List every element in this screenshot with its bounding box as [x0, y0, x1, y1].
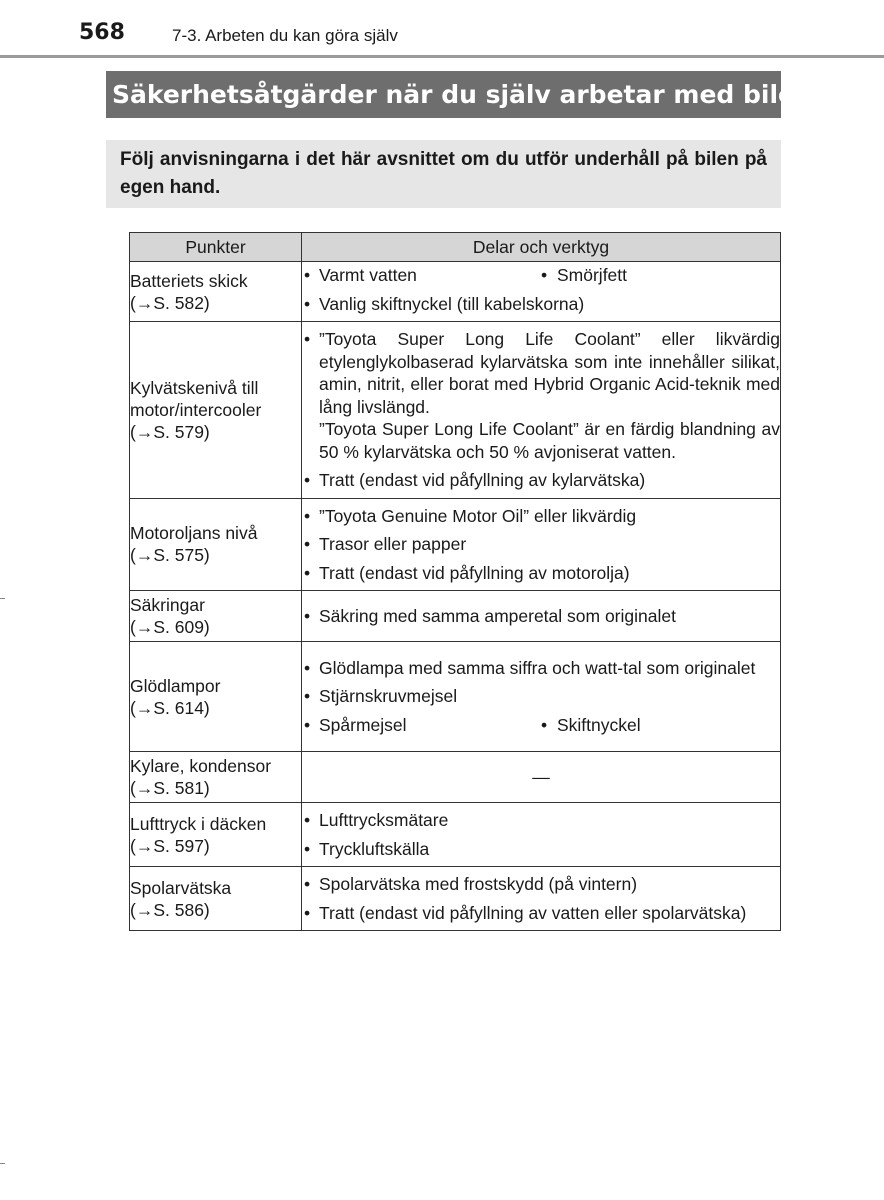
table-row [130, 322, 781, 499]
table-row [130, 803, 781, 867]
tools-cell [302, 803, 781, 867]
section-label: 7-3. Arbeten du kan göra själv [172, 26, 398, 45]
tool-note: ”Toyota Super Long Life Coolant” är en färdig blandning av 50 % kylarvätska och 50 % avjoniserat vatten. [319, 419, 780, 462]
page-title: Säkerhetsåtgärder när du själv arbetar med bilen [106, 71, 781, 118]
table-row [130, 642, 781, 752]
item-name: Batteriets skick [130, 270, 248, 291]
page-number: 568 [79, 20, 125, 45]
table-row [130, 591, 781, 642]
list-item: • Tratt (endast vid påfyllning av vatten eller spolarvätska) [302, 902, 780, 925]
page-reference: (→S. 614) [130, 697, 210, 718]
tool-text: • Skiftnyckel [541, 714, 641, 737]
tool-text: ”Toyota Super Long Life Coolant” eller likvärdig etylenglykolbaserad kylarvätska som inte innehåller silikat, amin, nitrit, eller borat med Hybrid Organic Acid-teknik med lång livslängd. [319, 329, 780, 417]
item-cell [130, 642, 302, 752]
item-name: Spolarvätska [130, 877, 232, 898]
header-rule [0, 55, 884, 58]
list-item: • Spolarvätska med frostskydd (på vintern) [302, 873, 780, 896]
page-reference: (→S. 581) [130, 778, 210, 798]
tools-cell [302, 322, 781, 499]
tools-cell [302, 642, 781, 752]
item-name: Kylare, kondensor [130, 756, 272, 776]
item-cell [130, 591, 302, 642]
item-cell [130, 752, 302, 803]
item-name: Motoroljans nivå [130, 523, 258, 544]
list-item: • Säkring med samma amperetal som originalet [302, 605, 780, 628]
table-header-row [130, 233, 781, 262]
empty-tools-dash: — [302, 752, 781, 803]
item-cell [130, 803, 302, 867]
tools-cell [302, 867, 781, 931]
list-item: • Trasor eller papper [302, 533, 780, 556]
table-row [130, 498, 781, 591]
tool-text: • Spårmejsel [319, 714, 407, 735]
page-reference: (→S. 597) [130, 835, 210, 856]
column-header-tools: Delar och verktyg [302, 233, 781, 262]
list-item: • Tratt (endast vid påfyllning av kylarvätska) [302, 469, 780, 492]
item-name: motor/intercooler [130, 399, 262, 420]
page-reference: (→S. 582) [130, 292, 210, 313]
margin-tick [0, 1163, 5, 1164]
list-item: • Tryckluftskälla [302, 838, 780, 861]
tool-text: • Smörjfett [541, 264, 627, 287]
item-name: Glödlampor [130, 675, 221, 696]
tool-text: • Varmt vatten [319, 265, 417, 285]
tools-cell [302, 262, 781, 322]
item-cell [130, 867, 302, 931]
table-row [130, 262, 781, 322]
list-item: • Tratt (endast vid påfyllning av motorolja) [302, 562, 780, 585]
tools-table [129, 232, 781, 931]
item-name: Kylvätskenivå till [130, 377, 259, 398]
item-name: Säkringar [130, 595, 205, 615]
page-reference: (→S. 575) [130, 545, 210, 566]
item-name: Lufttryck i däcken [130, 813, 267, 834]
list-item: • ”Toyota Genuine Motor Oil” eller likvärdig [302, 505, 780, 528]
intro-text: Följ anvisningarna i det här avsnittet om du utför underhåll på bilen på egen hand. [106, 140, 781, 208]
column-header-items: Punkter [130, 233, 302, 262]
item-cell [130, 322, 302, 499]
page-reference: (→S. 609) [130, 617, 210, 637]
page-reference: (→S. 586) [130, 899, 210, 920]
tools-cell [302, 591, 781, 642]
list-item [302, 264, 780, 287]
item-cell [130, 498, 302, 591]
page-reference: (→S. 579) [130, 421, 210, 442]
margin-tick [0, 598, 5, 599]
list-item [302, 714, 780, 737]
tools-cell [302, 498, 781, 591]
list-item [302, 328, 780, 463]
item-cell [130, 262, 302, 322]
list-item: • Stjärnskruvmejsel [302, 685, 780, 708]
table-row [130, 867, 781, 931]
list-item: • Vanlig skiftnyckel (till kabelskorna) [302, 293, 780, 316]
list-item: • Glödlampa med samma siffra och watt-tal som originalet [302, 657, 780, 680]
list-item: • Lufttrycksmätare [302, 809, 780, 832]
table-row [130, 752, 781, 803]
